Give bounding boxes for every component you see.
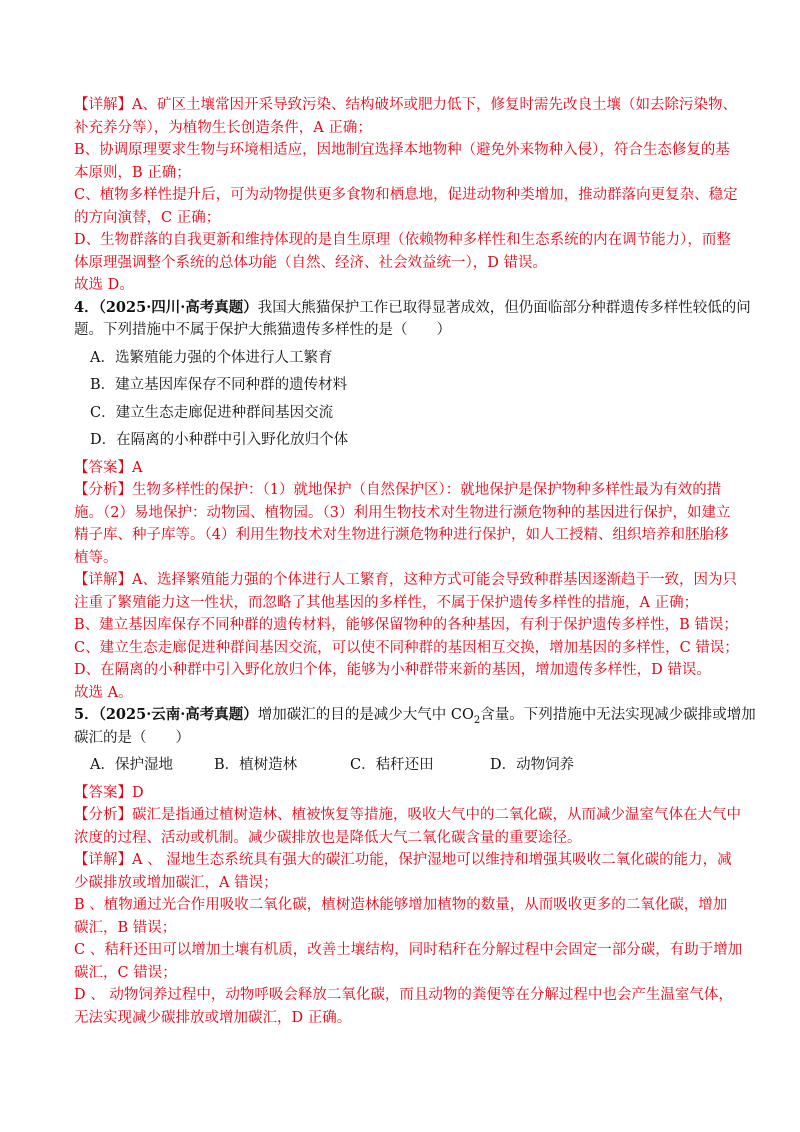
q5-detail-b-line1: B 、植物通过光合作用吸收二氧化碳，植树造林能够增加植物的数量，从而吸收更多的二氧化碳，增加 [74, 897, 728, 913]
q5-source: （2025·云南·高考真题） [98, 706, 258, 723]
q5-option-b: B．植树造林 [214, 757, 298, 773]
q4-number: 4． [74, 298, 99, 316]
q4-analysis-line1: 【分析】生物多样性的保护：（1）就地保护（自然保护区）：就地保护是保护物种多样性最为有效的措 [74, 482, 722, 498]
q5-detail-d-line1: D 、 动物饲养过程中，动物呼吸会释放二氧化碳，而且动物的粪便等在分解过程中也会产生温室气体， [74, 987, 733, 1003]
q5-number: 5． [74, 706, 99, 723]
detail-label: 【详解】 [74, 852, 132, 868]
q4-option-d: D．在隔离的小种群中引入野化放归个体 [90, 432, 349, 448]
q5-option-c: C．秸秆还田 [350, 757, 434, 773]
q3-conclusion: 故选 D。 [74, 277, 134, 293]
detail-label: 【详解】 [74, 572, 132, 588]
q5-detail-b-line2: 碳汇，B 错误； [74, 919, 177, 936]
q5-detail-c-line2: 碳汇，C 错误； [74, 964, 177, 981]
document-page [74, 94, 756, 1029]
answer-label: 【答案】 [74, 459, 132, 476]
q4-option-b: B．建立基因库保存不同种群的遗传材料 [90, 377, 348, 393]
q5-detail-a-line2: 少碳排放或增加碳汇，A 错误； [74, 874, 278, 891]
q3-detail-c-line1: C、植物多样性提升后，可为动物提供更多食物和栖息地，促进动物种类增加，推动群落向更复杂、稳定 [74, 187, 738, 203]
answer-label: 【答案】 [74, 784, 132, 801]
q4-stem-line1: 4．（2025·四川·高考真题）我国大熊猫保护工作已取得显著成效，但仍面临部分种群遗传多样性较低的问 [74, 298, 751, 316]
q4-option-c: C．建立生态走廊促进种群间基因交流 [90, 404, 334, 421]
q5-detail-d-line2: 无法实现减少碳排放或增加碳汇，D 正确。 [74, 1009, 352, 1026]
q5-answer: 【答案】D [74, 784, 144, 801]
q4-detail-a-line1: 【详解】A、选择繁殖能力强的个体进行人工繁育，这种方式可能会导致种群基因逐渐趋于一致，因为只 [74, 572, 737, 588]
q3-detail-a-line2: 补充养分等），为植物生长创造条件，A 正确； [74, 119, 372, 136]
q5-analysis-line1: 【分析】碳汇是指通过植树造林、植被恢复等措施，吸收大气中的二氧化碳，从而减少温室气体在大气中 [74, 807, 741, 823]
q3-detail-d-line2: 体原理强调整个系统的总体功能（自然、经济、社会效益统一），D 错误。 [74, 254, 547, 271]
q4-analysis-line3: 精子库、种子库等。（4）利用生物技术对生物进行濒危物种进行保护，如人工授精、组织培养和胚胎移 [74, 527, 729, 543]
analysis-label: 【分析】 [74, 807, 132, 823]
q3-detail-d-line1: D、生物群落的自我更新和维持体现的是自生原理（依赖物种多样性和生态系统的内在调节能力），而整 [74, 232, 731, 248]
q3-detail-b-line2: 本原则，B 正确； [74, 164, 191, 181]
detail-label: 【详解】 [74, 97, 132, 113]
q4-source: （2025·四川·高考真题） [98, 298, 258, 316]
q5-stem-line1: 5．（2025·云南·高考真题）增加碳汇的目的是减少大气中 $CO_2$含量。下列措施中无法实现减少碳排或增加 [74, 706, 756, 726]
q4-detail-d: D、在隔离的小种群中引入野化放归个体，能够为小种群带来新的基因，增加遗传多样性，D 错误。 [74, 662, 711, 678]
q4-answer: 【答案】A [74, 459, 143, 476]
q3-detail-b-line1: B、协调原理要求生物与环境相适应，因地制宜选择本地物种（避免外来物种入侵），符合生态修复的基 [74, 142, 730, 158]
q4-stem-line2: 题。下列措施中不属于保护大熊猫遗传多样性的是（ ） [74, 322, 451, 338]
q4-conclusion: 故选 A。 [74, 684, 133, 701]
q4-option-a: A．选繁殖能力强的个体进行人工繁育 [90, 349, 333, 366]
q5-stem-line2: 碳汇的是（ ） [74, 729, 190, 746]
q4-detail-b: B、建立基因库保存不同种群的遗传材料，能够保留物种的各种基因，有利于保护遗传多样性，B 错误； [74, 617, 738, 633]
q4-detail-a-line2: 注重了繁殖能力这一性状，而忽略了其他基因的多样性，不属于保护遗传多样性的措施，A 正确； [74, 594, 699, 611]
q4-detail-c: C、建立生态走廊促进种群间基因交流，可以使不同种群的基因相互交换，增加基因的多样性，C 错误； [74, 639, 739, 656]
q3-detail-c-line2: 的方向演替，C 正确； [74, 209, 221, 226]
q5-detail-c-line1: C 、秸秆还田可以增加土壤有机质，改善土壤结构，同时秸秆在分解过程中会固定一部分碳，有助于增加 [74, 942, 743, 958]
q5-options-row [74, 754, 734, 777]
co2-subscript: 2 [473, 714, 481, 726]
q4-analysis-line2: 施。（2）易地保护：动物园、植物园。（3）利用生物技术对生物进行濒危物种的基因进行保护，如建立 [74, 504, 731, 521]
q4-analysis-line4: 植等。 [74, 549, 118, 566]
analysis-label: 【分析】 [74, 482, 132, 498]
q3-detail-a-line1: 【详解】A、矿区土壤常因开采导致污染、结构破坏或肥力低下，修复时需先改良土壤（如去除污染物、 [74, 97, 737, 113]
q5-detail-a-line1: 【详解】A 、 湿地生态系统具有强大的碳汇功能，保护湿地可以维持和增强其吸收二氧化碳的能力，减 [74, 852, 732, 868]
q5-option-d: D．动物饲养 [490, 757, 575, 773]
q5-analysis-line2: 浓度的过程、活动或机制。减少碳排放也是降低大气二氧化碳含量的重要途径。 [74, 829, 582, 846]
q5-option-a: A．保护湿地 [90, 757, 173, 773]
